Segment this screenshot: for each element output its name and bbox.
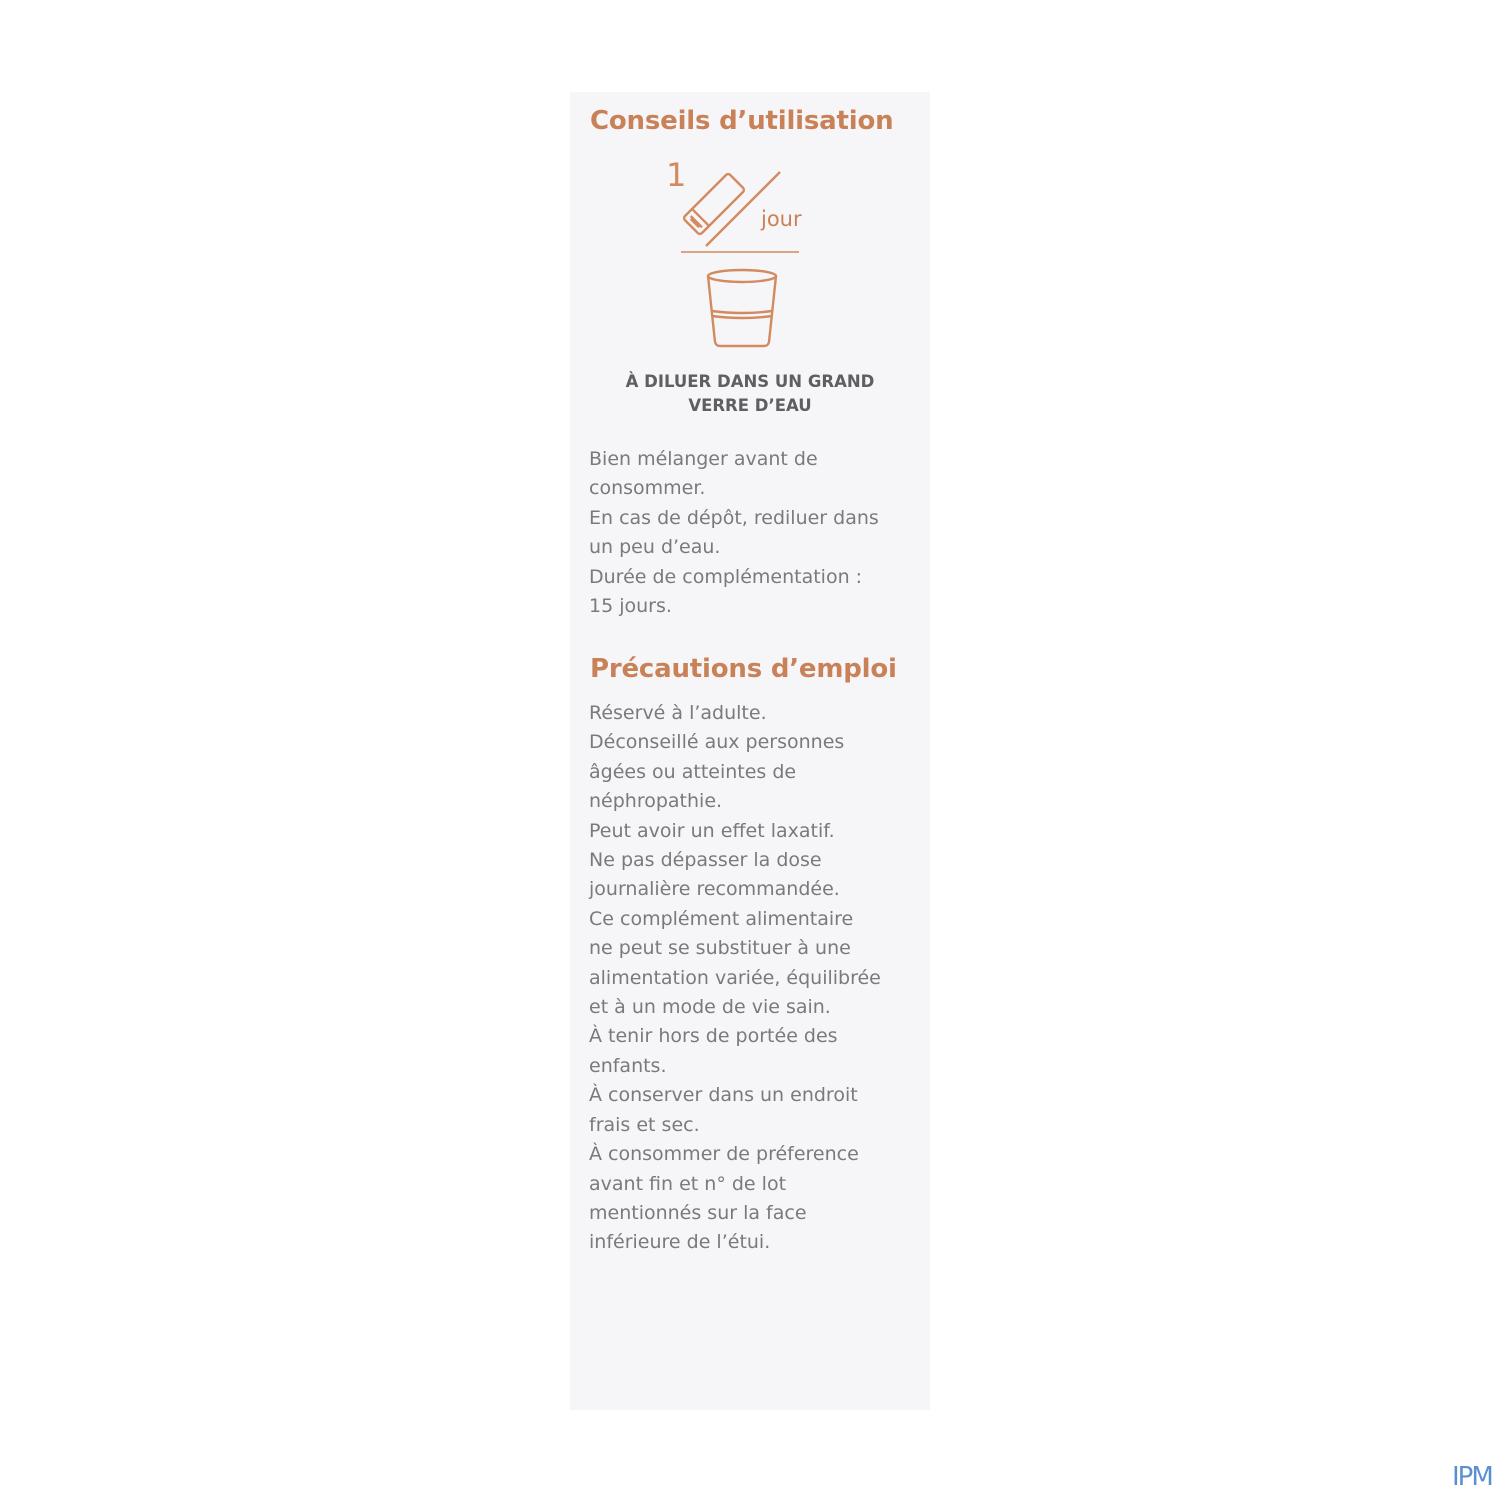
dilution-line: À DILUER DANS UN GRAND <box>625 372 875 391</box>
dilution-instruction <box>570 370 930 418</box>
usage-text <box>589 445 919 621</box>
text-line: Déconseillé aux personnes <box>589 731 845 754</box>
text-line: journalière recommandée. <box>589 878 840 901</box>
text-line: Ne pas dépasser la dose <box>589 849 822 872</box>
leaflet-panel <box>570 92 930 1410</box>
text-line: 15 jours. <box>589 595 672 618</box>
text-line: À consommer de préference <box>589 1143 859 1166</box>
text-line: ne peut se substituer à une <box>589 937 851 960</box>
text-line: Peut avoir un effet laxatif. <box>589 819 835 842</box>
divider-line <box>660 250 820 254</box>
dilution-line: VERRE D’EAU <box>688 396 812 415</box>
text-line: Réservé à l’adulte. <box>589 702 767 724</box>
dose-quantity: 1 <box>666 156 687 194</box>
text-line: frais et sec. <box>589 1113 700 1136</box>
text-line: inférieure de l’étui. <box>589 1231 771 1254</box>
text-line: Ce complément alimentaire <box>589 907 854 930</box>
dose-unit: jour <box>761 207 802 231</box>
text-line: néphropathie. <box>589 790 723 813</box>
text-line: Bien mélanger avant de <box>589 448 818 470</box>
text-line: mentionnés sur la face <box>589 1201 807 1224</box>
usage-title: Conseils d’utilisation <box>590 106 894 136</box>
text-line: À tenir hors de portée des <box>589 1025 838 1048</box>
text-line: âgées ou atteintes de <box>589 760 797 783</box>
text-line: un peu d’eau. <box>589 536 721 559</box>
precautions-title: Précautions d’emploi <box>590 654 897 684</box>
dosage-pictogram <box>660 152 820 362</box>
text-line: avant fin et n° de lot <box>589 1172 787 1195</box>
text-line: et à un mode de vie sain. <box>589 996 831 1019</box>
text-line: enfants. <box>589 1054 667 1077</box>
text-line: consommer. <box>589 477 706 500</box>
text-line: Durée de complémentation : <box>589 565 863 588</box>
text-line: alimentation variée, équilibrée <box>589 966 881 989</box>
water-glass-icon <box>660 266 820 356</box>
text-line: À conserver dans un endroit <box>589 1084 858 1107</box>
precautions-text <box>589 699 919 1258</box>
text-line: En cas de dépôt, rediluer dans <box>589 506 879 529</box>
ipm-watermark-logo: IPM <box>1452 1462 1492 1492</box>
